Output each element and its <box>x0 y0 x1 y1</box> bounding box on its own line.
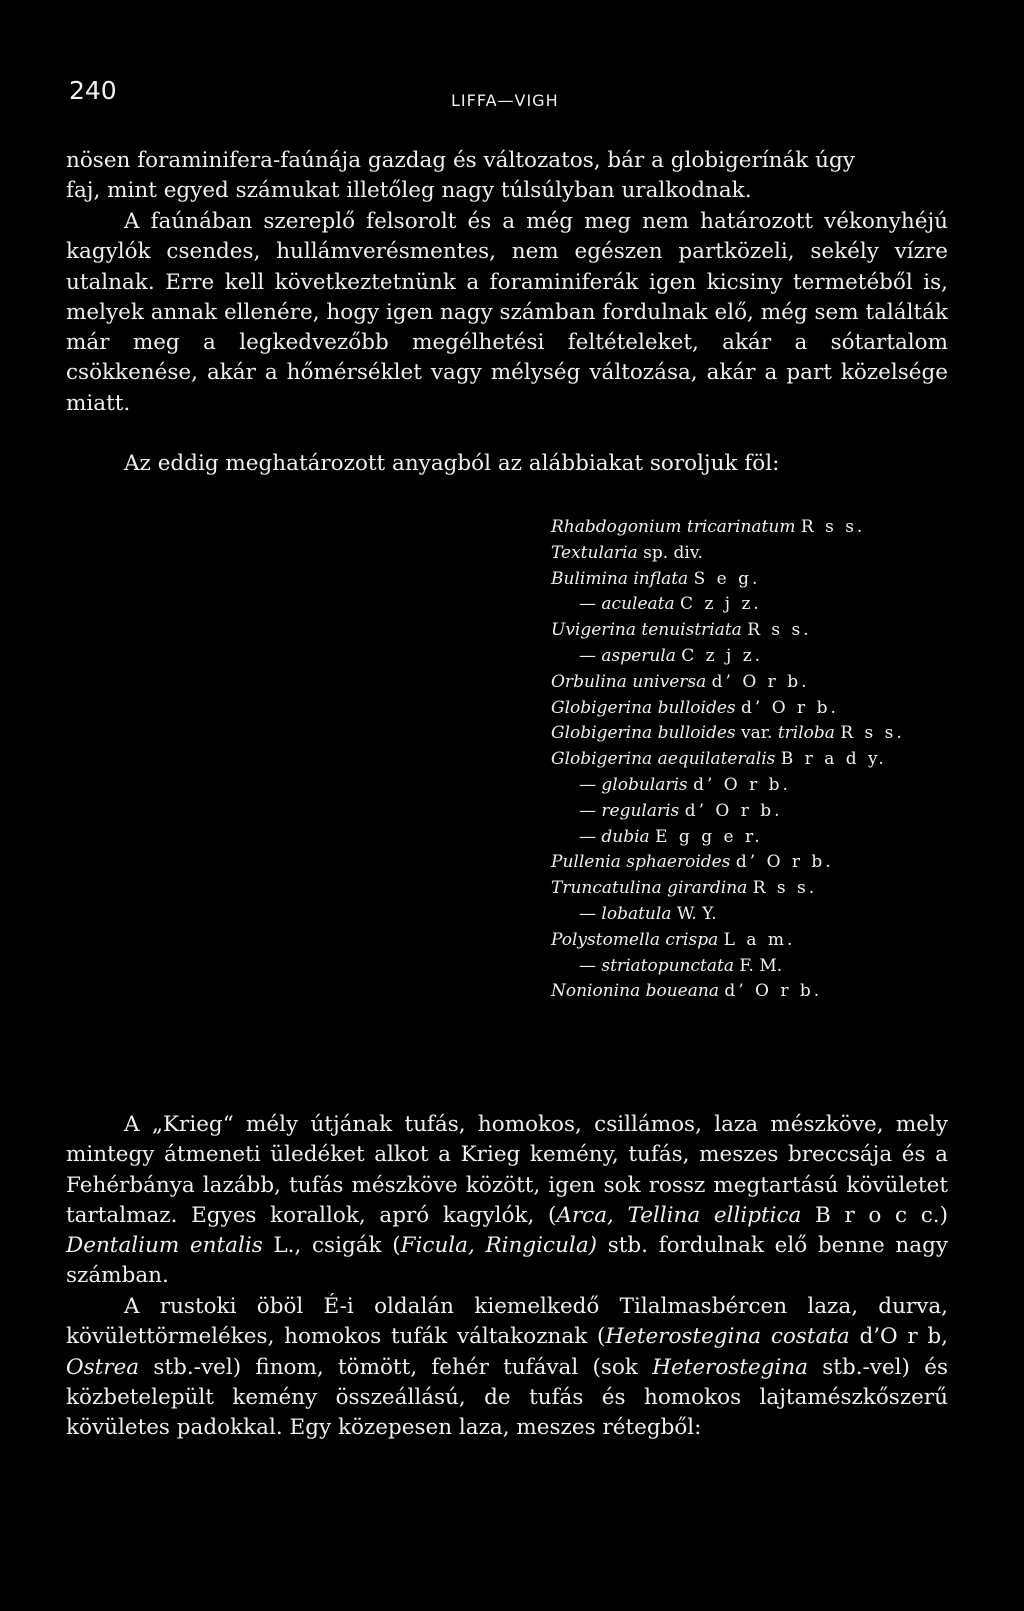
species-item <box>551 979 905 1005</box>
species-item: — regularis d’ O r b. <box>579 800 783 821</box>
species-item <box>551 876 905 902</box>
text-run: A rustoki öböl É-i oldalán kiemelkedő Tilalmasbércen laza, durva, kövülettörmelékes, homokos tufák váltakoznak ( <box>66 1294 948 1350</box>
text-run: A „Krieg“ mély útjának tufás, homokos, csillámos, laza mészköve, mely mintegy átmeneti üledéket alkot a Krieg kemény, tufás, meszes breccsája és a Fehérbánya lazább, tufás mészköve között, igen sok rossz megtartású kövületet tartalmaz. Egyes korallok, apró kagylók, ( <box>66 1112 948 1228</box>
text-run: B r o c c.) <box>801 1202 948 1228</box>
paragraph-continuation <box>66 146 948 207</box>
species-name: Orbulina universa <box>551 671 707 692</box>
latin-run: Heterostegina costata <box>605 1324 850 1350</box>
species-name: regularis <box>601 800 680 821</box>
species-name: Nonionina boueana <box>551 981 719 1002</box>
species-name: Polystomella crispa <box>551 929 719 950</box>
species-name: Globigerina bulloides <box>551 697 736 718</box>
paragraph-rustok <box>66 1292 948 1443</box>
species-name: Rhabdogonium tricarinatum <box>551 517 796 537</box>
text-run: stb.-vel) és közbetelepült kemény összeállású, de tufás és homokos lajtamészkőszerű kövületes padokkal. Egy közepesen laza, meszes rétegből: <box>66 1354 948 1441</box>
species-author: R s s. <box>840 723 905 744</box>
species-item: — globularis d’ O r b. <box>579 774 791 795</box>
species-item <box>551 850 905 876</box>
species-item <box>551 747 905 773</box>
paragraph-krieg <box>66 1110 948 1292</box>
latin-run: Ostrea <box>66 1354 140 1380</box>
text-run: d’O r b, <box>849 1324 948 1350</box>
species-item <box>551 618 905 644</box>
species-item <box>551 928 905 954</box>
species-name: aculeata <box>601 594 675 615</box>
species-author: C z j z. <box>680 594 762 615</box>
species-item <box>551 696 905 722</box>
species-author: d’ O r b. <box>741 697 839 718</box>
text-run: stb. fordulnak elő benne nagy számban. <box>66 1233 948 1289</box>
running-head: LIFFA—VIGH <box>451 91 559 110</box>
species-item <box>551 541 905 567</box>
species-author: R s s. <box>747 620 812 641</box>
species-name: striatopunctata <box>601 955 734 976</box>
species-author: E g g e r. <box>655 826 763 847</box>
species-author: d’ O r b. <box>735 852 834 873</box>
species-var: var. <box>741 723 773 744</box>
species-item: — lobatula W. Y. <box>579 903 717 924</box>
species-author: S e g. <box>693 568 761 589</box>
species-author: W. Y. <box>676 903 717 924</box>
paragraph-fauna: A faúnában szereplő felsorolt és a még meg nem határozott vékonyhéjú kagylók csendes, hullámverésmentes, nem egészen partközeli, sekély vízre utalnak. Erre kell következtetnünk a foraminiferák igen kicsiny termetéből is, melyek annak ellenére, hogy igen nagy számban fordulnak elő, még sem találták már meg a legkedvezőbb megélhetési feltételeket, akár a sótartalom csökkenése, akár a hőmérséklet vagy mélység változása, akár a part közelsége miatt. <box>66 209 948 416</box>
species-list <box>551 515 905 1005</box>
species-name: Globigerina bulloides <box>551 723 736 744</box>
latin-run: Arca, Tellina elliptica <box>556 1202 802 1228</box>
species-item <box>551 721 905 747</box>
species-author: R s s. <box>752 878 818 899</box>
species-author: d’ O r b. <box>711 671 810 692</box>
species-item <box>551 515 905 541</box>
species-item <box>551 670 905 696</box>
species-author: B r a d y. <box>780 749 887 770</box>
species-name: dubia <box>601 826 650 847</box>
species-name: Uvigerina tenuistriata <box>551 620 742 641</box>
species-name: globularis <box>601 774 688 795</box>
species-item: — dubia E g g e r. <box>579 826 763 847</box>
latin-run: Dentalium entalis <box>66 1233 263 1259</box>
species-variety-name: triloba <box>777 723 835 744</box>
species-name: Globigerina aequilateralis <box>551 749 776 770</box>
species-author: L a m. <box>723 929 796 950</box>
species-item: — striatopunctata F. M. <box>579 955 783 976</box>
text-run: stb.-vel) finom, tömött, fehér tufával (sok <box>139 1354 653 1380</box>
paragraph-intro-list: Az eddig meghatározott anyagból az alábbiakat soroljuk föl: <box>124 451 780 476</box>
species-name: Bulimina inflata <box>551 568 689 589</box>
species-item: — aculeata C z j z. <box>579 594 762 615</box>
text-run: L., csigák ( <box>262 1233 401 1259</box>
latin-run: Heterostegina <box>652 1354 808 1380</box>
species-author: d’ O r b. <box>693 774 791 795</box>
species-author: sp. div. <box>643 542 703 563</box>
page-header <box>69 76 959 116</box>
species-name: Pullenia sphaeroides <box>551 852 731 873</box>
species-author: C z j z. <box>681 645 764 666</box>
species-author: d’ O r b. <box>724 981 823 1002</box>
species-name: lobatula <box>601 903 672 924</box>
species-author: F. M. <box>739 955 783 976</box>
paragraph-line: faj, mint egyed számukat illetőleg nagy túlsúlyban uralkodnak. <box>66 178 752 204</box>
species-name: asperula <box>601 645 676 666</box>
species-item: — asperula C z j z. <box>579 645 764 666</box>
latin-run: Ficula, Ringicula) <box>400 1233 598 1259</box>
page-number: 240 <box>69 76 117 105</box>
paragraph-line: nösen foraminifera-faúnája gazdag és változatos, bár a globigerínák úgy <box>66 148 855 173</box>
species-name: Truncatulina girardina <box>551 878 748 899</box>
species-item <box>551 567 905 593</box>
species-author: d’ O r b. <box>684 800 783 821</box>
species-name: Textularia <box>551 542 638 563</box>
species-author: R s s. <box>800 517 866 537</box>
